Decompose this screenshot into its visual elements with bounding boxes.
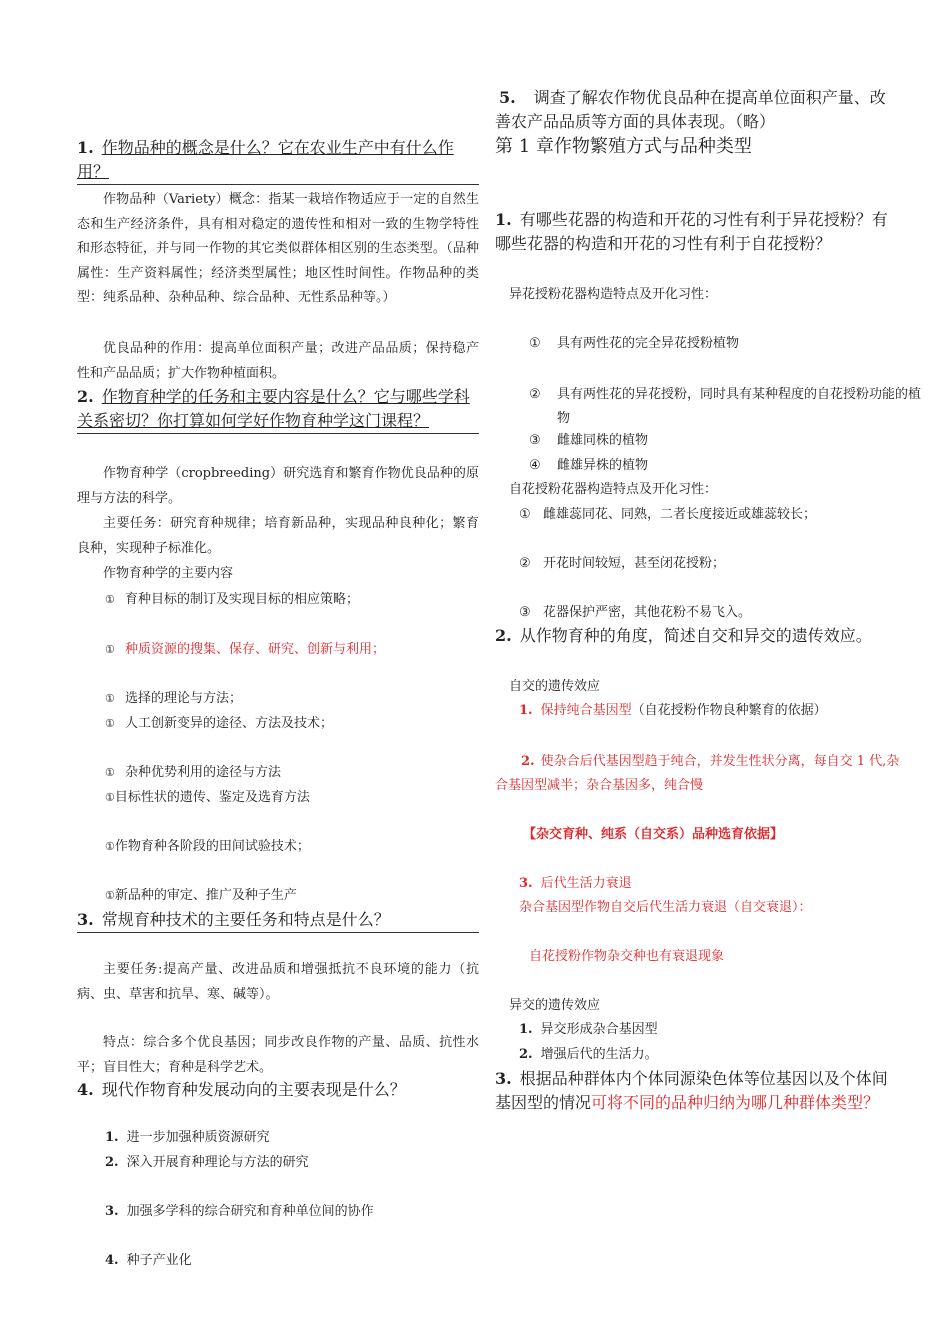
section-label: 自交的遗传效应: [509, 679, 601, 694]
list-item: ② 开花时间较短，甚至闭花授粉；: [519, 556, 726, 571]
question-text: 有哪些花器的构造和开花的习性有利于异花授粉？有哪些花器的构造和开花的习性有利于自花授粉？: [495, 210, 888, 253]
list-item: ① 具有两性花的完全异花授粉植物: [529, 336, 740, 351]
question-text: 常规育种技术的主要任务和特点是什么？: [101, 910, 390, 929]
question-5: [495, 86, 895, 134]
list-item: 3. 加强多学科的综合研究和育种单位间的协作: [105, 1204, 374, 1219]
list-item: ①目标性状的遗传、鉴定及选育方法: [105, 790, 310, 805]
question-text: 根据品种群体内个体同源染色体等位基因以及个体间基因型的情况: [495, 1069, 888, 1112]
list-item: ① 选择的理论与方法；: [105, 691, 243, 706]
question-number: 2.: [495, 626, 512, 645]
question-text: 作物品种的概念是什么？它在农业生产中有什么作用？: [77, 138, 454, 181]
chapter-question-1: [495, 208, 900, 256]
list-item: ① 种质资源的搜集、保存、研究、创新与利用；: [105, 642, 386, 657]
question-number: 1.: [77, 138, 94, 157]
question-number: 5.: [499, 88, 516, 107]
question-number: 3.: [495, 1069, 512, 1088]
question-text: 从作物育种的角度，简述自交和异交的遗传效应。: [519, 626, 872, 645]
list-item: ③ 雌雄同株的植物: [529, 433, 649, 448]
list-item: ④ 雌雄异株的植物: [529, 458, 649, 473]
list-item: ①作物育种各阶段的田间试验技术；: [105, 839, 310, 854]
list-item: 1. 进一步加强种质资源研究: [105, 1130, 270, 1145]
question-text-highlight: 可将不同的品种归纳为哪几种群体类型？: [591, 1093, 880, 1112]
list-item: ① 杂种优势利用的途径与方法: [105, 765, 282, 780]
paragraph: 特点：综合多个优良基因；同步改良作物的产量、品质、抗性水平；盲目性大；育种是科学艺术。: [77, 1035, 479, 1075]
question-number: 4.: [77, 1080, 94, 1099]
paragraph: 作物育种学（cropbreeding）研究选育和繁育作物优良品种的原理与方法的科学。: [77, 466, 479, 506]
question-text: 作物育种学的任务和主要内容是什么？它与哪些学科关系密切？你打算如何学好作物育种学这门课程？: [77, 387, 470, 430]
list-item: 3. 后代生活力衰退: [519, 876, 632, 891]
paragraph: 作物育种学的主要内容: [103, 566, 234, 581]
list-item: 1. 保持纯合基因型（自花授粉作物良种繁育的依据）: [519, 703, 827, 718]
paragraph: 杂合基因型作物自交后代生活力衰退（自交衰退）：: [519, 900, 812, 915]
list-item: ① 育种目标的制订及实现目标的相应策略；: [105, 592, 360, 607]
section-label: 自花授粉花器构造特点及开化习性：: [509, 482, 718, 497]
question-number: 1.: [495, 210, 512, 229]
list-item: ③ 花器保护严密，其他花粉不易飞入。: [519, 605, 752, 620]
question-2: [77, 385, 479, 434]
chapter-question-3: [495, 1067, 900, 1115]
question-text: 现代作物育种发展动向的主要表现是什么？: [101, 1080, 406, 1099]
list-item: 2. 深入开展育种理论与方法的研究: [105, 1155, 309, 1170]
question-4: [77, 1078, 479, 1102]
question-1: [77, 136, 479, 185]
paragraph: 2. 使杂合后代基因型趋于纯合，并发生性状分离，每自交 1 代,杂合基因型减半；杂合基因多，纯合慢: [495, 754, 900, 793]
question-number: 2.: [77, 387, 94, 406]
list-item: ② 具有两性花的异花授粉，同时具有某种程度的自花授粉功能的植物: [529, 387, 922, 426]
paragraph: 主要任务:提高产量、改进品质和增强抵抗不良环境的能力（抗病、虫、草害和抗旱、寒、碱等）。: [77, 962, 479, 1002]
list-item: ①新品种的审定、推广及种子生产: [105, 888, 297, 903]
list-item: ① 人工创新变异的途径、方法及技术；: [105, 716, 334, 731]
chapter-heading: 第 1 章作物繁殖方式与品种类型: [495, 136, 752, 157]
paragraph: 主要任务：研究育种规律；培育新品种，实现品种良种化；繁育良种，实现种子标准化。: [77, 516, 479, 556]
list-item: 1. 异交形成杂合基因型: [519, 1022, 658, 1037]
section-label: 异花授粉花器构造特点及开化习性：: [509, 287, 718, 302]
question-3: [77, 908, 479, 933]
question-text: 调查了解农作物优良品种在提高单位面积产量、改善农产品品质等方面的具体表现。（略）: [495, 88, 886, 131]
paragraph: 优良品种的作用：提高单位面积产量；改进产品品质；保持稳产性和产品品质；扩大作物种植面积。: [77, 341, 479, 381]
paragraph: 自花授粉作物杂交种也有衰退现象: [529, 949, 725, 964]
section-label: 异交的遗传效应: [509, 998, 601, 1013]
list-item: ① 雌雄蕊同花、同熟，二者长度接近或雄蕊较长；: [519, 507, 817, 522]
question-number: 3.: [77, 910, 94, 929]
chapter-question-2: [495, 624, 900, 648]
list-item: 4. 种子产业化: [105, 1253, 192, 1268]
note: 【杂交育种、纯系（自交系）品种选育依据】: [523, 827, 784, 842]
list-item: 2. 增强后代的生活力。: [519, 1047, 658, 1062]
paragraph: 作物品种（Variety）概念：指某一栽培作物适应于一定的自然生态和生产经济条件，具有相对稳定的遗传性和相对一致的生物学特性和形态特征，并与同一作物的其它类似群体相区别的生态类型。（品种属性：生产资料属性；经济类型属性；地区性时间性。作物品种的类型：纯系品种、杂种品种、综合品种、无性系品种等。）: [77, 192, 479, 305]
